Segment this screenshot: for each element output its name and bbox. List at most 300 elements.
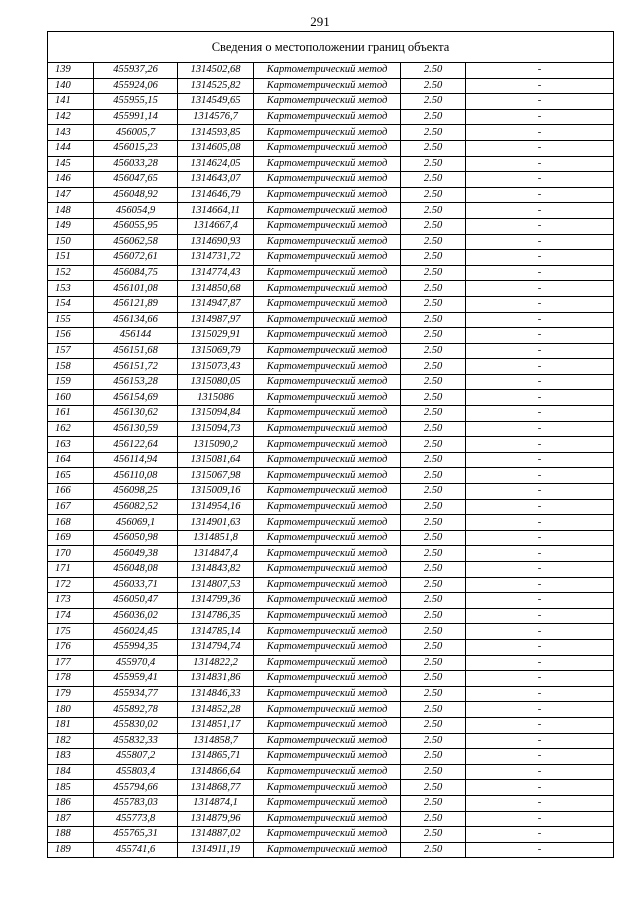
coordinate-y-cell: 1314901,63 (178, 515, 254, 531)
method-cell: Картометрический метод (254, 359, 401, 375)
point-number-cell: 177 (48, 655, 94, 671)
table-row (48, 562, 614, 578)
coordinate-x-cell: 456033,28 (94, 156, 178, 172)
point-number-cell: 170 (48, 546, 94, 562)
table-row (48, 265, 614, 281)
description-cell: - (466, 374, 614, 390)
precision-cell: 2.50 (401, 437, 466, 453)
precision-cell: 2.50 (401, 265, 466, 281)
coordinate-y-cell: 1314852,28 (178, 702, 254, 718)
precision-cell: 2.50 (401, 374, 466, 390)
method-cell: Картометрический метод (254, 296, 401, 312)
coordinate-y-cell: 1314843,82 (178, 562, 254, 578)
description-cell: - (466, 593, 614, 609)
method-cell: Картометрический метод (254, 187, 401, 203)
description-cell: - (466, 546, 614, 562)
table-row (48, 827, 614, 843)
point-number-cell: 167 (48, 499, 94, 515)
point-number-cell: 184 (48, 764, 94, 780)
coordinate-x-cell: 455765,31 (94, 827, 178, 843)
method-cell: Картометрический метод (254, 655, 401, 671)
coordinate-y-cell: 1314643,07 (178, 172, 254, 188)
point-number-cell: 183 (48, 749, 94, 765)
coordinate-y-cell: 1315029,91 (178, 328, 254, 344)
table-row (48, 780, 614, 796)
method-cell: Картометрический метод (254, 437, 401, 453)
table-row (48, 515, 614, 531)
table-row (48, 546, 614, 562)
description-cell: - (466, 203, 614, 219)
coordinate-x-cell: 456130,62 (94, 406, 178, 422)
point-number-cell: 163 (48, 437, 94, 453)
coordinate-y-cell: 1314851,8 (178, 530, 254, 546)
coordinate-x-cell: 456048,92 (94, 187, 178, 203)
point-number-cell: 172 (48, 577, 94, 593)
precision-cell: 2.50 (401, 140, 466, 156)
method-cell: Картометрический метод (254, 717, 401, 733)
precision-cell: 2.50 (401, 515, 466, 531)
point-number-cell: 145 (48, 156, 94, 172)
coordinate-y-cell: 1314887,02 (178, 827, 254, 843)
point-number-cell: 156 (48, 328, 94, 344)
point-number-cell: 142 (48, 109, 94, 125)
coordinate-x-cell: 456055,95 (94, 218, 178, 234)
table-row (48, 63, 614, 79)
coordinate-y-cell: 1314851,17 (178, 717, 254, 733)
coordinate-y-cell: 1314831,86 (178, 671, 254, 687)
precision-cell: 2.50 (401, 686, 466, 702)
description-cell: - (466, 484, 614, 500)
method-cell: Картометрический метод (254, 530, 401, 546)
description-cell: - (466, 499, 614, 515)
description-cell: - (466, 187, 614, 203)
coordinate-x-cell: 456084,75 (94, 265, 178, 281)
precision-cell: 2.50 (401, 343, 466, 359)
table-title: Сведения о местоположении границ объекта (48, 32, 614, 63)
table-row (48, 530, 614, 546)
point-number-cell: 144 (48, 140, 94, 156)
coordinate-x-cell: 456047,65 (94, 172, 178, 188)
precision-cell: 2.50 (401, 655, 466, 671)
precision-cell: 2.50 (401, 764, 466, 780)
description-cell: - (466, 608, 614, 624)
coordinate-x-cell: 456153,28 (94, 374, 178, 390)
coordinate-x-cell: 455924,06 (94, 78, 178, 94)
point-number-cell: 148 (48, 203, 94, 219)
description-cell: - (466, 421, 614, 437)
table-row (48, 343, 614, 359)
coordinate-y-cell: 1314502,68 (178, 63, 254, 79)
method-cell: Картометрический метод (254, 593, 401, 609)
description-cell: - (466, 795, 614, 811)
method-cell: Картометрический метод (254, 577, 401, 593)
precision-cell: 2.50 (401, 187, 466, 203)
precision-cell: 2.50 (401, 78, 466, 94)
coordinate-x-cell: 455807,2 (94, 749, 178, 765)
coordinate-y-cell: 1314794,74 (178, 639, 254, 655)
description-cell: - (466, 343, 614, 359)
point-number-cell: 178 (48, 671, 94, 687)
coordinate-x-cell: 455794,66 (94, 780, 178, 796)
point-number-cell: 185 (48, 780, 94, 796)
precision-cell: 2.50 (401, 811, 466, 827)
coordinate-y-cell: 1314987,97 (178, 312, 254, 328)
table-row (48, 484, 614, 500)
method-cell: Картометрический метод (254, 281, 401, 297)
method-cell: Картометрический метод (254, 78, 401, 94)
description-cell: - (466, 296, 614, 312)
point-number-cell: 187 (48, 811, 94, 827)
method-cell: Картометрический метод (254, 156, 401, 172)
point-number-cell: 155 (48, 312, 94, 328)
coordinate-x-cell: 456110,08 (94, 468, 178, 484)
precision-cell: 2.50 (401, 390, 466, 406)
coordinate-y-cell: 1314646,79 (178, 187, 254, 203)
precision-cell: 2.50 (401, 218, 466, 234)
precision-cell: 2.50 (401, 608, 466, 624)
coordinate-x-cell: 456151,72 (94, 359, 178, 375)
table-row (48, 203, 614, 219)
description-cell: - (466, 437, 614, 453)
coordinate-y-cell: 1314879,96 (178, 811, 254, 827)
coordinate-y-cell: 1315073,43 (178, 359, 254, 375)
table-row (48, 125, 614, 141)
coordinate-x-cell: 455937,26 (94, 63, 178, 79)
coordinate-x-cell: 455830,02 (94, 717, 178, 733)
description-cell: - (466, 655, 614, 671)
precision-cell: 2.50 (401, 546, 466, 562)
method-cell: Картометрический метод (254, 749, 401, 765)
method-cell: Картометрический метод (254, 109, 401, 125)
description-cell: - (466, 749, 614, 765)
method-cell: Картометрический метод (254, 764, 401, 780)
coordinate-x-cell: 455741,6 (94, 842, 178, 858)
method-cell: Картометрический метод (254, 639, 401, 655)
precision-cell: 2.50 (401, 406, 466, 422)
precision-cell: 2.50 (401, 827, 466, 843)
coordinate-x-cell: 455991,14 (94, 109, 178, 125)
description-cell: - (466, 406, 614, 422)
point-number-cell: 161 (48, 406, 94, 422)
table-row (48, 671, 614, 687)
precision-cell: 2.50 (401, 484, 466, 500)
method-cell: Картометрический метод (254, 343, 401, 359)
precision-cell: 2.50 (401, 421, 466, 437)
table-row (48, 437, 614, 453)
table-row (48, 577, 614, 593)
description-cell: - (466, 452, 614, 468)
point-number-cell: 179 (48, 686, 94, 702)
method-cell: Картометрический метод (254, 390, 401, 406)
method-cell: Картометрический метод (254, 780, 401, 796)
coordinate-x-cell: 455783,03 (94, 795, 178, 811)
method-cell: Картометрический метод (254, 562, 401, 578)
table-row (48, 406, 614, 422)
coordinate-y-cell: 1315081,64 (178, 452, 254, 468)
point-number-cell: 150 (48, 234, 94, 250)
coordinate-y-cell: 1314593,85 (178, 125, 254, 141)
point-number-cell: 162 (48, 421, 94, 437)
coordinate-x-cell: 456036,02 (94, 608, 178, 624)
precision-cell: 2.50 (401, 842, 466, 858)
coordinate-y-cell: 1314786,35 (178, 608, 254, 624)
coordinate-x-cell: 456121,89 (94, 296, 178, 312)
description-cell: - (466, 94, 614, 110)
description-cell: - (466, 312, 614, 328)
coordinate-y-cell: 1314866,64 (178, 764, 254, 780)
method-cell: Картометрический метод (254, 686, 401, 702)
precision-cell: 2.50 (401, 250, 466, 266)
coordinate-x-cell: 455832,33 (94, 733, 178, 749)
point-number-cell: 189 (48, 842, 94, 858)
precision-cell: 2.50 (401, 156, 466, 172)
precision-cell: 2.50 (401, 530, 466, 546)
method-cell: Картометрический метод (254, 671, 401, 687)
coordinate-y-cell: 1314690,93 (178, 234, 254, 250)
coordinate-y-cell: 1315090,2 (178, 437, 254, 453)
point-number-cell: 182 (48, 733, 94, 749)
point-number-cell: 147 (48, 187, 94, 203)
method-cell: Картометрический метод (254, 827, 401, 843)
method-cell: Картометрический метод (254, 140, 401, 156)
coordinate-y-cell: 1314667,4 (178, 218, 254, 234)
precision-cell: 2.50 (401, 717, 466, 733)
method-cell: Картометрический метод (254, 328, 401, 344)
coordinate-x-cell: 455955,15 (94, 94, 178, 110)
precision-cell: 2.50 (401, 125, 466, 141)
table-row (48, 468, 614, 484)
description-cell: - (466, 328, 614, 344)
method-cell: Картометрический метод (254, 125, 401, 141)
precision-cell: 2.50 (401, 63, 466, 79)
precision-cell: 2.50 (401, 733, 466, 749)
table-row (48, 140, 614, 156)
coordinate-x-cell: 456005,7 (94, 125, 178, 141)
coordinate-x-cell: 456082,52 (94, 499, 178, 515)
precision-cell: 2.50 (401, 671, 466, 687)
table-row (48, 359, 614, 375)
method-cell: Картометрический метод (254, 499, 401, 515)
method-cell: Картометрический метод (254, 702, 401, 718)
precision-cell: 2.50 (401, 702, 466, 718)
description-cell: - (466, 733, 614, 749)
table-row (48, 639, 614, 655)
coordinate-x-cell: 456134,66 (94, 312, 178, 328)
table-row (48, 281, 614, 297)
point-number-cell: 171 (48, 562, 94, 578)
coordinate-x-cell: 456050,98 (94, 530, 178, 546)
table-title-row (48, 32, 614, 63)
table-row (48, 187, 614, 203)
table-row (48, 218, 614, 234)
point-number-cell: 141 (48, 94, 94, 110)
point-number-cell: 175 (48, 624, 94, 640)
coordinate-y-cell: 1314664,11 (178, 203, 254, 219)
table-row (48, 234, 614, 250)
description-cell: - (466, 281, 614, 297)
precision-cell: 2.50 (401, 109, 466, 125)
precision-cell: 2.50 (401, 593, 466, 609)
point-number-cell: 180 (48, 702, 94, 718)
precision-cell: 2.50 (401, 499, 466, 515)
coordinate-y-cell: 1314822,2 (178, 655, 254, 671)
coordinate-x-cell: 456033,71 (94, 577, 178, 593)
description-cell: - (466, 468, 614, 484)
point-number-cell: 166 (48, 484, 94, 500)
point-number-cell: 153 (48, 281, 94, 297)
table-row (48, 172, 614, 188)
point-number-cell: 140 (48, 78, 94, 94)
method-cell: Картометрический метод (254, 484, 401, 500)
coordinate-y-cell: 1314799,36 (178, 593, 254, 609)
point-number-cell: 139 (48, 63, 94, 79)
precision-cell: 2.50 (401, 780, 466, 796)
coordinate-y-cell: 1314874,1 (178, 795, 254, 811)
coordinate-y-cell: 1314865,71 (178, 749, 254, 765)
description-cell: - (466, 140, 614, 156)
coordinate-x-cell: 455773,8 (94, 811, 178, 827)
table-row (48, 78, 614, 94)
coordinate-y-cell: 1315067,98 (178, 468, 254, 484)
coordinate-x-cell: 455803,4 (94, 764, 178, 780)
description-cell: - (466, 265, 614, 281)
method-cell: Картометрический метод (254, 312, 401, 328)
description-cell: - (466, 390, 614, 406)
point-number-cell: 176 (48, 639, 94, 655)
precision-cell: 2.50 (401, 328, 466, 344)
description-cell: - (466, 78, 614, 94)
precision-cell: 2.50 (401, 312, 466, 328)
description-cell: - (466, 671, 614, 687)
method-cell: Картометрический метод (254, 811, 401, 827)
method-cell: Картометрический метод (254, 250, 401, 266)
method-cell: Картометрический метод (254, 733, 401, 749)
coordinate-x-cell: 456114,94 (94, 452, 178, 468)
precision-cell: 2.50 (401, 639, 466, 655)
table-row (48, 624, 614, 640)
method-cell: Картометрический метод (254, 203, 401, 219)
coordinate-x-cell: 456151,68 (94, 343, 178, 359)
description-cell: - (466, 717, 614, 733)
description-cell: - (466, 577, 614, 593)
coordinate-y-cell: 1315069,79 (178, 343, 254, 359)
coordinate-x-cell: 456101,08 (94, 281, 178, 297)
precision-cell: 2.50 (401, 296, 466, 312)
coordinate-y-cell: 1315094,73 (178, 421, 254, 437)
coordinate-y-cell: 1315009,16 (178, 484, 254, 500)
description-cell: - (466, 827, 614, 843)
point-number-cell: 169 (48, 530, 94, 546)
method-cell: Картометрический метод (254, 234, 401, 250)
coordinate-x-cell: 456069,1 (94, 515, 178, 531)
description-cell: - (466, 780, 614, 796)
description-cell: - (466, 515, 614, 531)
coordinate-y-cell: 1314807,53 (178, 577, 254, 593)
table-row (48, 608, 614, 624)
coordinate-y-cell: 1314947,87 (178, 296, 254, 312)
coordinate-x-cell: 456072,61 (94, 250, 178, 266)
boundary-coordinates-table (47, 31, 614, 858)
coordinate-x-cell: 456144 (94, 328, 178, 344)
coordinate-y-cell: 1314858,7 (178, 733, 254, 749)
table-row (48, 94, 614, 110)
coordinate-y-cell: 1314525,82 (178, 78, 254, 94)
coordinate-y-cell: 1314846,33 (178, 686, 254, 702)
coordinate-x-cell: 456062,58 (94, 234, 178, 250)
precision-cell: 2.50 (401, 468, 466, 484)
coordinate-x-cell: 456050,47 (94, 593, 178, 609)
description-cell: - (466, 686, 614, 702)
coordinate-x-cell: 455959,41 (94, 671, 178, 687)
table-row (48, 109, 614, 125)
coordinate-x-cell: 456048,08 (94, 562, 178, 578)
description-cell: - (466, 624, 614, 640)
table-row (48, 421, 614, 437)
description-cell: - (466, 109, 614, 125)
precision-cell: 2.50 (401, 577, 466, 593)
coordinate-x-cell: 456154,69 (94, 390, 178, 406)
table-row (48, 374, 614, 390)
table-row (48, 452, 614, 468)
method-cell: Картометрический метод (254, 63, 401, 79)
method-cell: Картометрический метод (254, 218, 401, 234)
table-row (48, 655, 614, 671)
table-row (48, 811, 614, 827)
coordinate-y-cell: 1315094,84 (178, 406, 254, 422)
coordinate-x-cell: 456054,9 (94, 203, 178, 219)
table-row (48, 795, 614, 811)
table-row (48, 250, 614, 266)
coordinate-x-cell: 455970,4 (94, 655, 178, 671)
description-cell: - (466, 63, 614, 79)
point-number-cell: 188 (48, 827, 94, 843)
description-cell: - (466, 156, 614, 172)
table-row (48, 842, 614, 858)
method-cell: Картометрический метод (254, 795, 401, 811)
coordinate-x-cell: 455892,78 (94, 702, 178, 718)
table-row (48, 733, 614, 749)
table-row (48, 702, 614, 718)
point-number-cell: 149 (48, 218, 94, 234)
coordinate-y-cell: 1314731,72 (178, 250, 254, 266)
precision-cell: 2.50 (401, 749, 466, 765)
table-row (48, 312, 614, 328)
precision-cell: 2.50 (401, 562, 466, 578)
coordinate-y-cell: 1314549,65 (178, 94, 254, 110)
method-cell: Картометрический метод (254, 842, 401, 858)
description-cell: - (466, 811, 614, 827)
coordinate-x-cell: 456098,25 (94, 484, 178, 500)
table-row (48, 328, 614, 344)
coordinate-y-cell: 1314785,14 (178, 624, 254, 640)
table-row (48, 499, 614, 515)
coordinate-x-cell: 456024,45 (94, 624, 178, 640)
point-number-cell: 181 (48, 717, 94, 733)
table-row (48, 390, 614, 406)
coordinate-y-cell: 1314850,68 (178, 281, 254, 297)
coordinate-y-cell: 1314954,16 (178, 499, 254, 515)
coordinate-x-cell: 455994,35 (94, 639, 178, 655)
coordinate-y-cell: 1314774,43 (178, 265, 254, 281)
coordinate-y-cell: 1315080,05 (178, 374, 254, 390)
precision-cell: 2.50 (401, 359, 466, 375)
description-cell: - (466, 218, 614, 234)
description-cell: - (466, 125, 614, 141)
point-number-cell: 160 (48, 390, 94, 406)
precision-cell: 2.50 (401, 452, 466, 468)
description-cell: - (466, 250, 614, 266)
method-cell: Картометрический метод (254, 452, 401, 468)
